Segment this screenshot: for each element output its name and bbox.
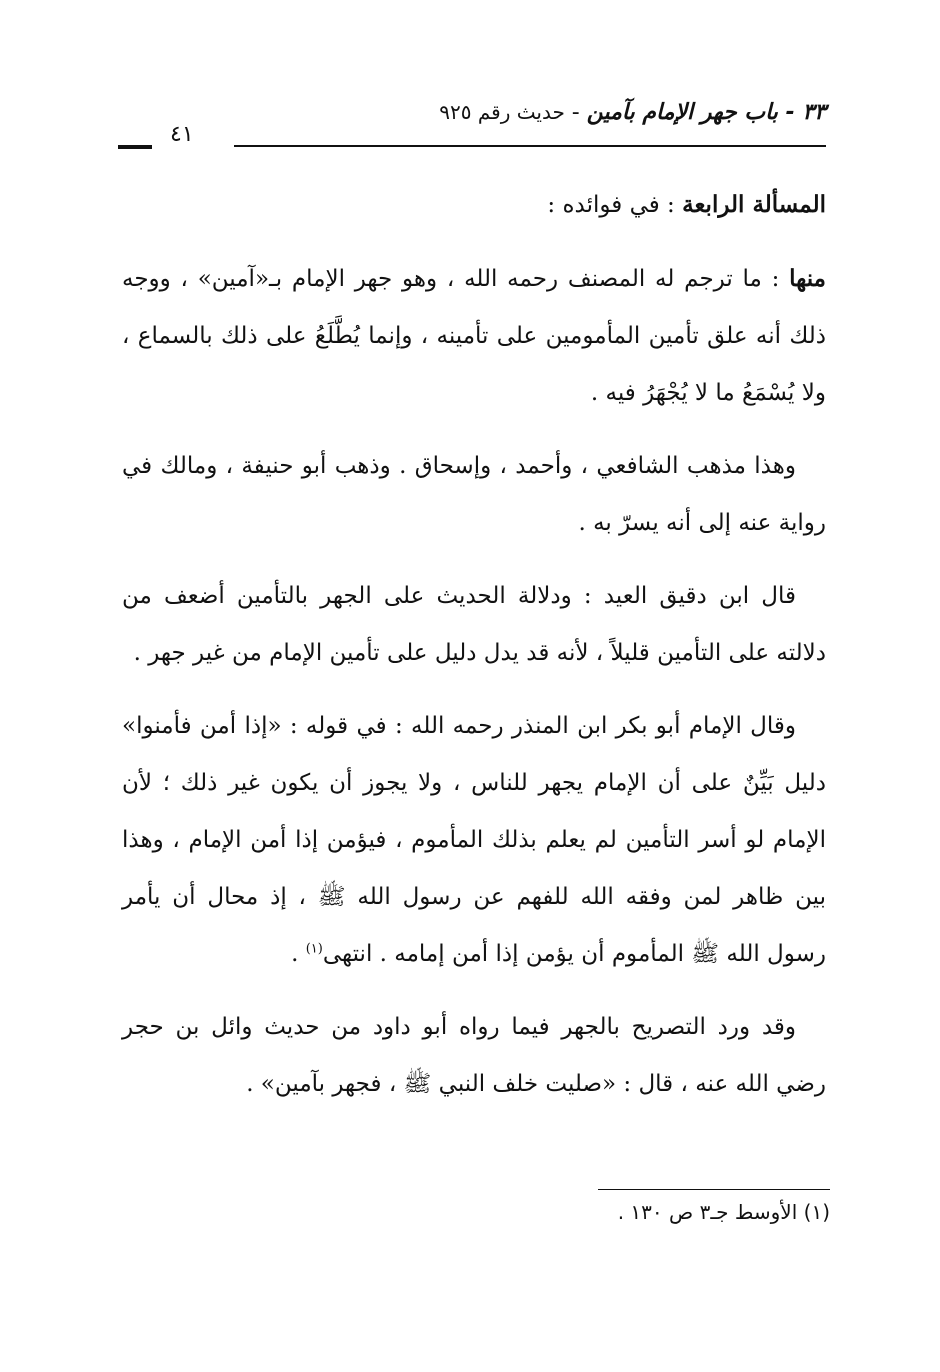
paragraph-3: قال ابن دقيق العيد : ودلالة الحديث على الجهر بالتأمين أضعف من دلالته على التأمين قليلاً ، لأنه قد يدل دليل على تأمين الإمام من غير جهر . (122, 583, 826, 666)
footnote (500, 1200, 830, 1224)
hadith-reference: حديث رقم ٩٢٥ (439, 100, 565, 124)
paragraph-2: وهذا مذهب الشافعي ، وأحمد ، وإسحاق . وذهب أبو حنيفة ، ومالك في رواية عنه إلى أنه يسرّ به . (122, 453, 826, 536)
paragraph-4 (122, 698, 826, 983)
paragraph-1-lead: منها (789, 265, 826, 292)
chapter-title: ٣٣ - باب جهر الإمام بآمين (586, 100, 826, 125)
section-heading-lead: المسألة الرابعة (682, 191, 826, 218)
main-text (122, 176, 826, 1129)
paragraph-5: وقد ورد التصريح بالجهر فيما رواه أبو داود من حديث وائل بن حجر رضي الله عنه ، قال : «صليت خلف النبي ﷺ ، فجهر بآمين» . (122, 1014, 826, 1097)
footnote-reference: (١) (305, 941, 323, 957)
page-header (118, 100, 826, 146)
header-rule-short (118, 145, 152, 149)
page-number: ٤١ (170, 122, 194, 147)
paragraph-4-text: وقال الإمام أبو بكر ابن المنذر رحمه الله : في قوله : «إذا أمن فأمنوا» دليل بَيِّنٌ على أن الإمام يجهر للناس ، ولا يجوز أن يكون غير ذلك ؛ لأن الإمام لو أسر التأمين لم يعلم بذلك المأموم ، فيؤمن إذا أمن الإمام ، وهذا بين ظاهر لمن وفقه الله للفهم عن رسول الله ﷺ ، إذ محال أن يأمر رسول الله ﷺ المأموم أن يؤمن إذا أمن إمامه . انتهى (122, 713, 826, 967)
header-rule-long (234, 145, 826, 147)
footnote-text: الأوسط جـ٣ ص ١٣٠ . (617, 1200, 798, 1224)
section-heading-rest: : في فوائده : (547, 192, 683, 218)
footnote-rule (598, 1189, 830, 1190)
paragraph-1-text: : ما ترجم له المصنف رحمه الله ، وهو جهر الإمام بـ«آمين» ، ووجه ذلك أنه علق تأمين المأمومين على تأمينه ، وإنما يُطَّلَعُ على ذلك بالسماع ، ولا يُسْمَعُ ما لا يُجْهَرُ فيه . (122, 266, 826, 406)
footnote-marker: (١) (803, 1200, 830, 1224)
section-heading (122, 176, 826, 234)
running-header (439, 100, 826, 125)
paragraph-4-end: . (291, 941, 306, 967)
paragraph-1 (122, 250, 826, 422)
header-separator: - (564, 100, 587, 125)
